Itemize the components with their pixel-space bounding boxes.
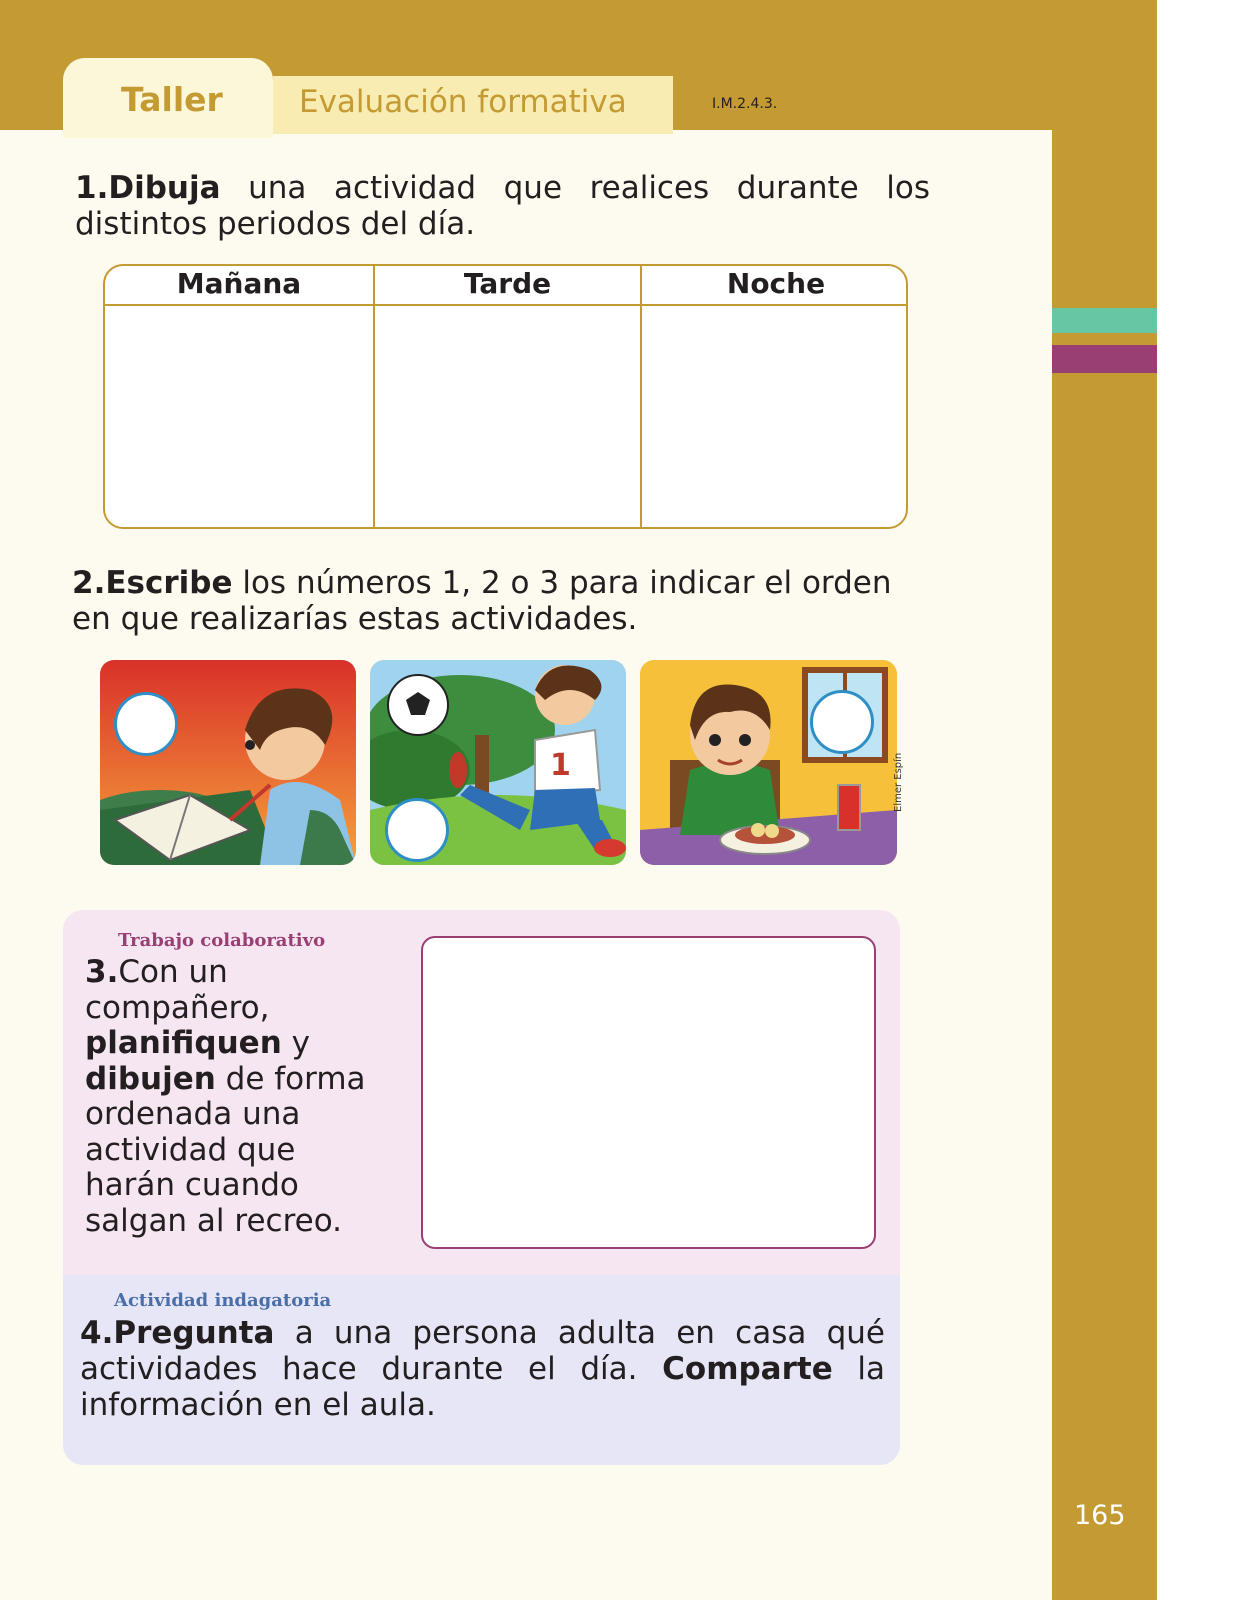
illustrator-credit: Elmer Espín bbox=[893, 752, 904, 812]
question-3-verb-b: dibujen bbox=[85, 1060, 216, 1097]
svg-text:1: 1 bbox=[550, 748, 571, 783]
question-4-text-b: la información en el aula. bbox=[80, 1351, 885, 1423]
illustration-reading bbox=[100, 660, 356, 865]
green-stripe bbox=[1052, 308, 1157, 333]
question-1 bbox=[75, 170, 930, 242]
purple-stripe bbox=[1052, 345, 1157, 373]
order-circle-soccer[interactable] bbox=[385, 798, 449, 862]
question-3-text-c: de forma ordenada una actividad que harán cuando salgan al recreo. bbox=[85, 1060, 366, 1239]
drawing-cell-noche[interactable] bbox=[642, 306, 908, 529]
column-header-noche: Noche bbox=[642, 266, 908, 306]
question-2 bbox=[72, 565, 922, 637]
drawing-cell-manana[interactable] bbox=[105, 306, 373, 529]
tab-evaluacion bbox=[273, 76, 673, 134]
question-3-number: 3. bbox=[85, 954, 119, 990]
question-2-verb: Escribe bbox=[105, 565, 233, 601]
question-4 bbox=[80, 1315, 885, 1423]
question-1-number: 1. bbox=[75, 170, 109, 206]
question-2-text: los números 1, 2 o 3 para indicar el orden en que realizarías estas actividades. bbox=[72, 565, 892, 637]
order-circle-eating[interactable] bbox=[810, 690, 874, 754]
column-header-tarde: Tarde bbox=[375, 266, 640, 306]
tab-evaluacion-label: Evaluación formativa bbox=[299, 84, 627, 120]
question-3-text-a: Con un compañero, bbox=[85, 954, 270, 1026]
question-3-verb-a: planifiquen bbox=[85, 1025, 282, 1061]
column-header-manana: Mañana bbox=[105, 266, 373, 306]
question-2-number: 2. bbox=[72, 565, 106, 601]
side-band bbox=[1052, 0, 1157, 1600]
drawing-cell-tarde[interactable] bbox=[375, 306, 640, 529]
tab-taller bbox=[63, 58, 273, 138]
indicator-code: I.M.2.4.3. bbox=[712, 96, 778, 112]
section-label-collaborative: Trabajo colaborativo bbox=[118, 930, 326, 951]
page-margin bbox=[1157, 0, 1236, 1600]
page-number bbox=[1052, 1500, 1157, 1540]
illustration-soccer bbox=[370, 660, 626, 865]
question-3 bbox=[85, 955, 395, 1239]
question-4-verb-b: Comparte bbox=[662, 1351, 833, 1387]
tab-taller-label: Taller bbox=[121, 80, 223, 119]
question-3-text-b: y bbox=[281, 1025, 310, 1061]
question-4-text-a: a una persona adulta en casa qué actividades hace durante el día. bbox=[80, 1315, 885, 1387]
question-1-text: una actividad que realices durante los distintos periodos del día. bbox=[75, 170, 930, 242]
page-number-label: 165 bbox=[1074, 1500, 1126, 1531]
illustration-eating bbox=[640, 660, 897, 865]
question-1-verb: Dibuja bbox=[108, 170, 221, 206]
drawing-box-recess[interactable] bbox=[421, 936, 876, 1249]
periods-table bbox=[103, 264, 908, 529]
question-4-verb-a: Pregunta bbox=[113, 1315, 275, 1351]
section-label-inquiry: Actividad indagatoria bbox=[114, 1290, 332, 1311]
order-circle-reading[interactable] bbox=[114, 692, 178, 756]
question-4-number: 4. bbox=[80, 1315, 114, 1351]
